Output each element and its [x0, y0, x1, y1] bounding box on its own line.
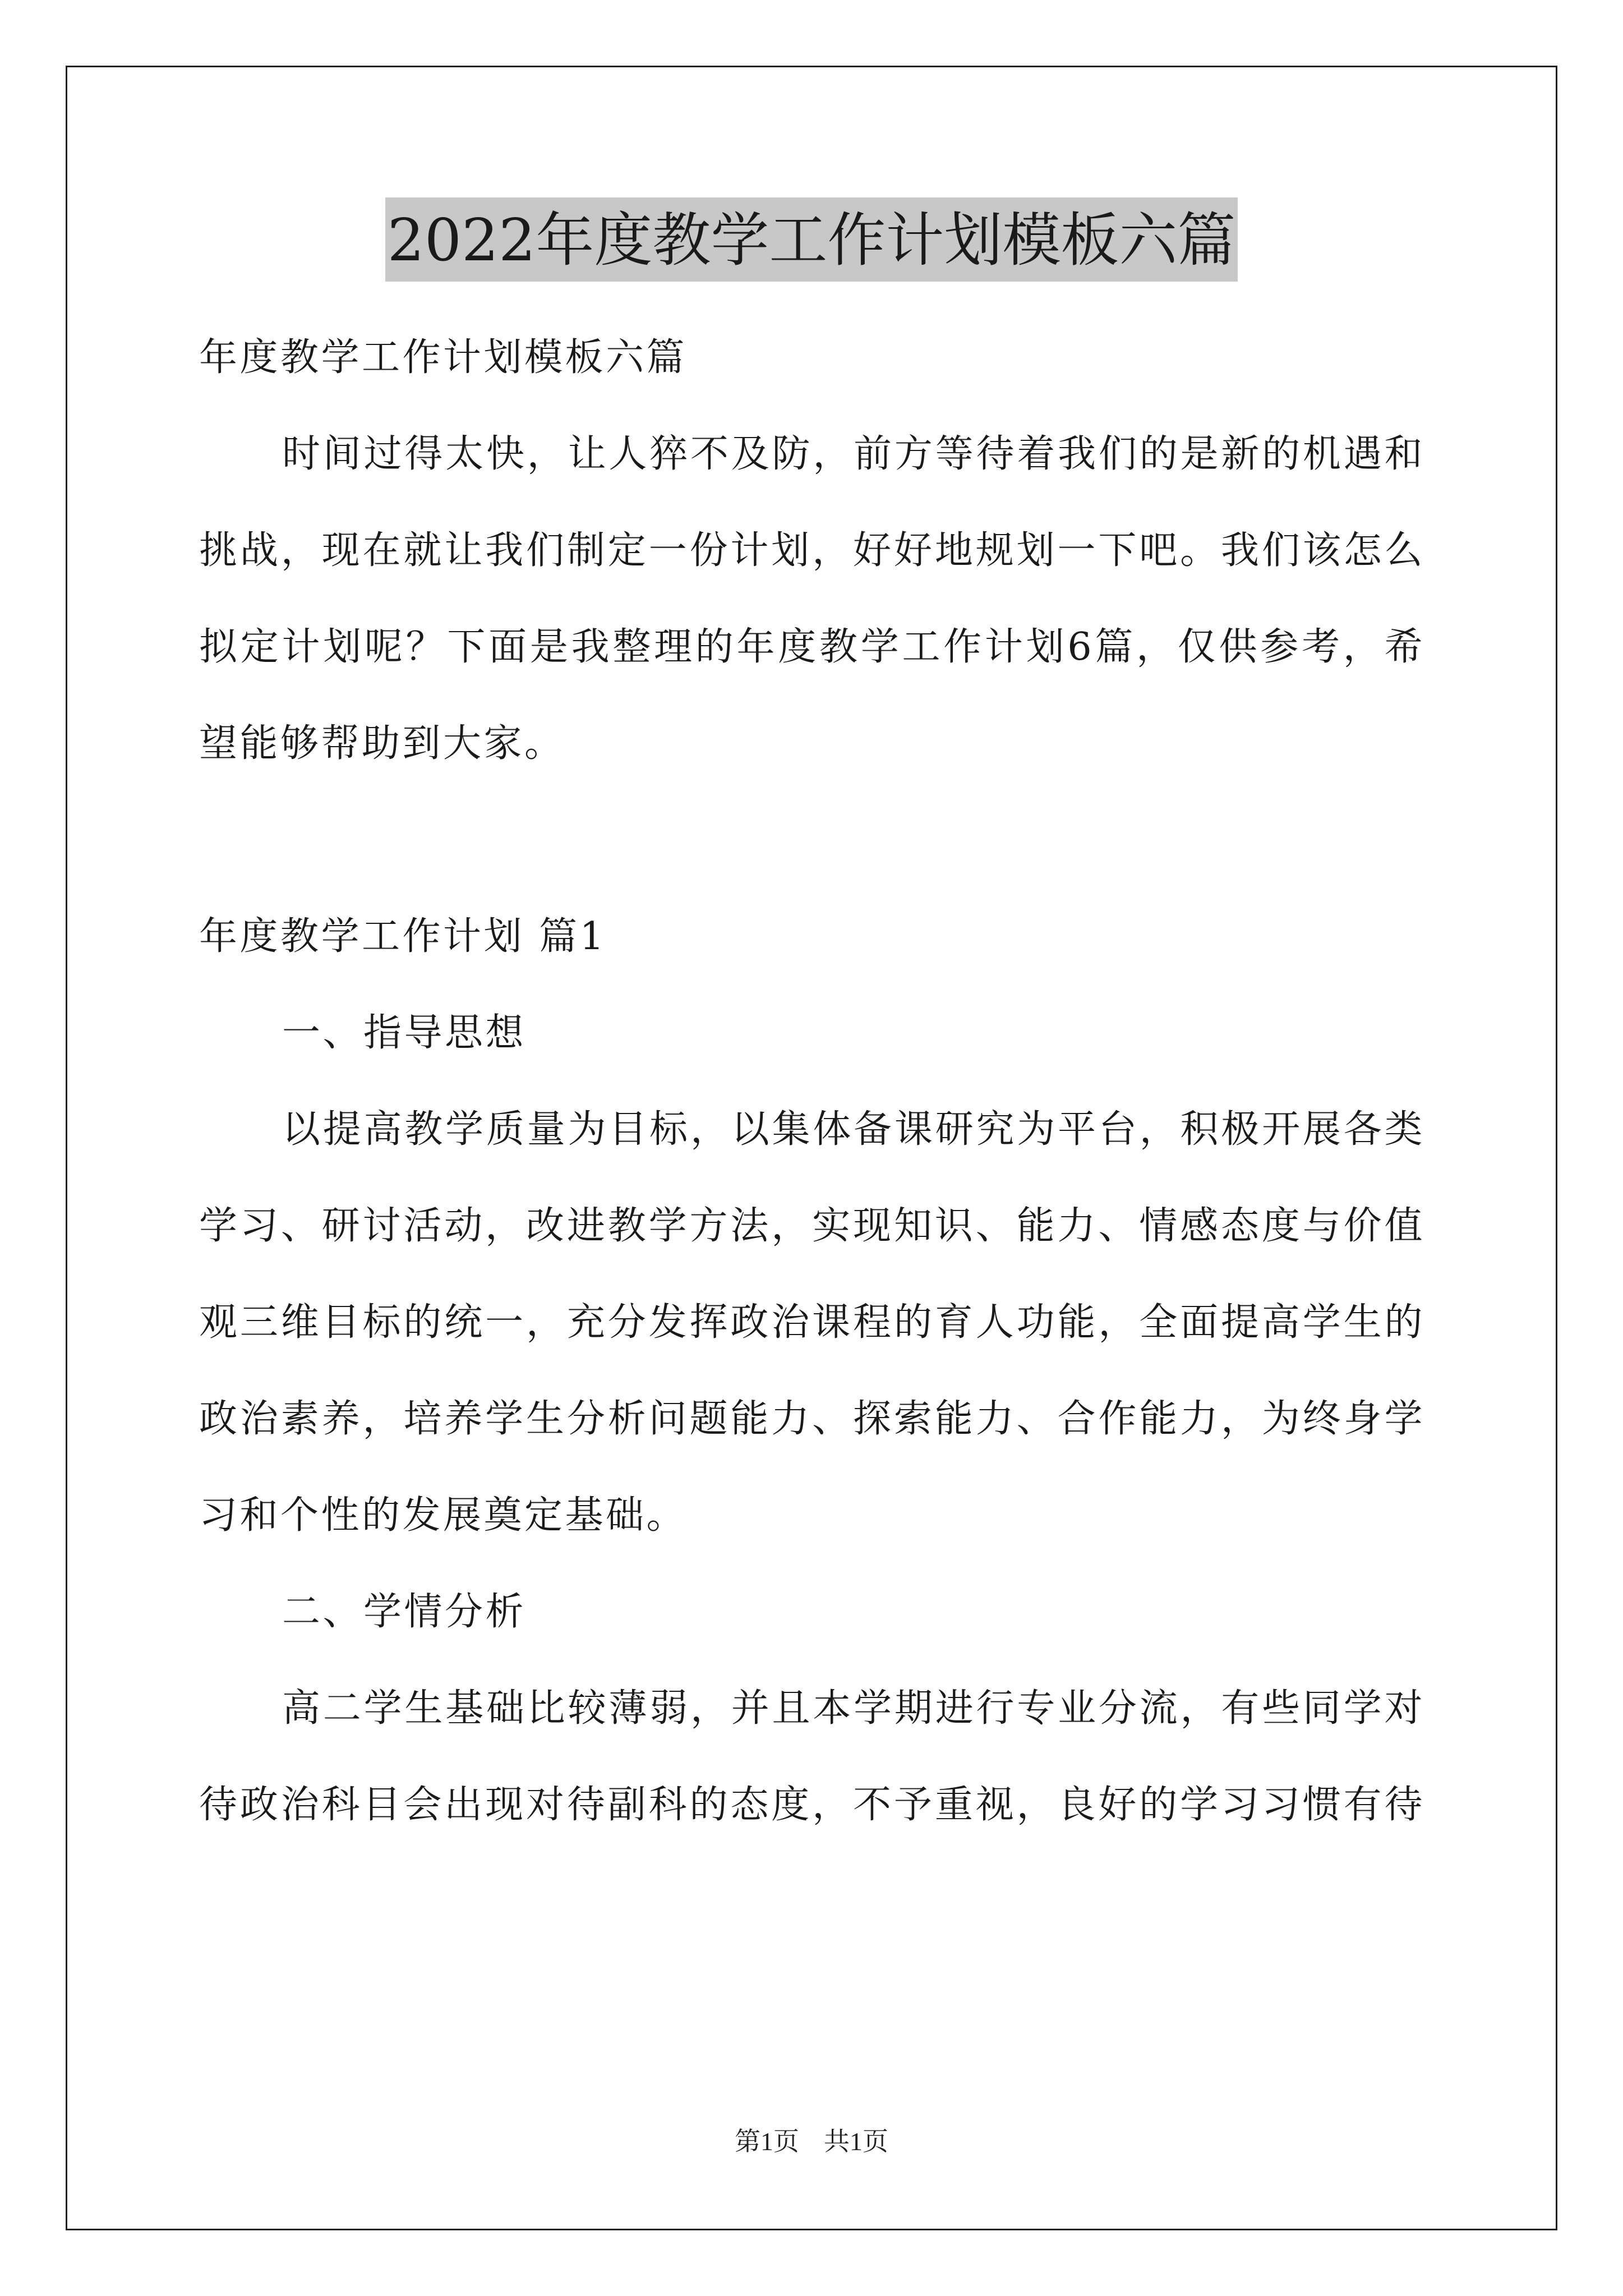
- page-number: 第1页: [735, 2127, 799, 2156]
- subtitle-line: 年度教学工作计划模板六篇: [199, 335, 688, 380]
- document-title: 2022年度教学工作计划模板六篇: [385, 197, 1238, 282]
- paragraph-line: 高二学生基础比较薄弱，并且本学期进行专业分流，有些同学对: [282, 1686, 1425, 1731]
- subsection-heading: 一、指导思想: [282, 1011, 527, 1055]
- page-footer: [0, 2125, 1623, 2159]
- paragraph-spacer: [199, 792, 1425, 889]
- paragraph-line: 待政治科目会出现对待副科的态度，不予重视，良好的学习习惯有待: [199, 1783, 1425, 1827]
- section-heading: 年度教学工作计划 篇1: [199, 914, 607, 959]
- subsection-heading: 二、学情分析: [282, 1590, 527, 1634]
- paragraph-line: 以提高教学质量为目标，以集体备课研究为平台，积极开展各类: [282, 1107, 1425, 1152]
- title-area: [0, 197, 1623, 282]
- page-total: 共1页: [824, 2127, 888, 2156]
- paragraph-line: 学习、研讨活动，改进教学方法，实现知识、能力、情感态度与价值: [199, 1204, 1425, 1248]
- paragraph-line: 拟定计划呢？下面是我整理的年度教学工作计划6篇，仅供参考，希: [199, 625, 1425, 669]
- paragraph-line: 时间过得太快，让人猝不及防，前方等待着我们的是新的机遇和: [282, 432, 1425, 476]
- paragraph-line: 习和个性的发展奠定基础。: [199, 1493, 688, 1538]
- paragraph-line: 政治素养，培养学生分析问题能力、探索能力、合作能力，为终身学: [199, 1397, 1425, 1441]
- document-body: [199, 310, 1425, 1853]
- paragraph-line: 挑战，现在就让我们制定一份计划，好好地规划一下吧。我们该怎么: [199, 528, 1425, 573]
- paragraph-line: 观三维目标的统一，充分发挥政治课程的育人功能，全面提高学生的: [199, 1300, 1425, 1345]
- paragraph-line: 望能够帮助到大家。: [199, 721, 565, 766]
